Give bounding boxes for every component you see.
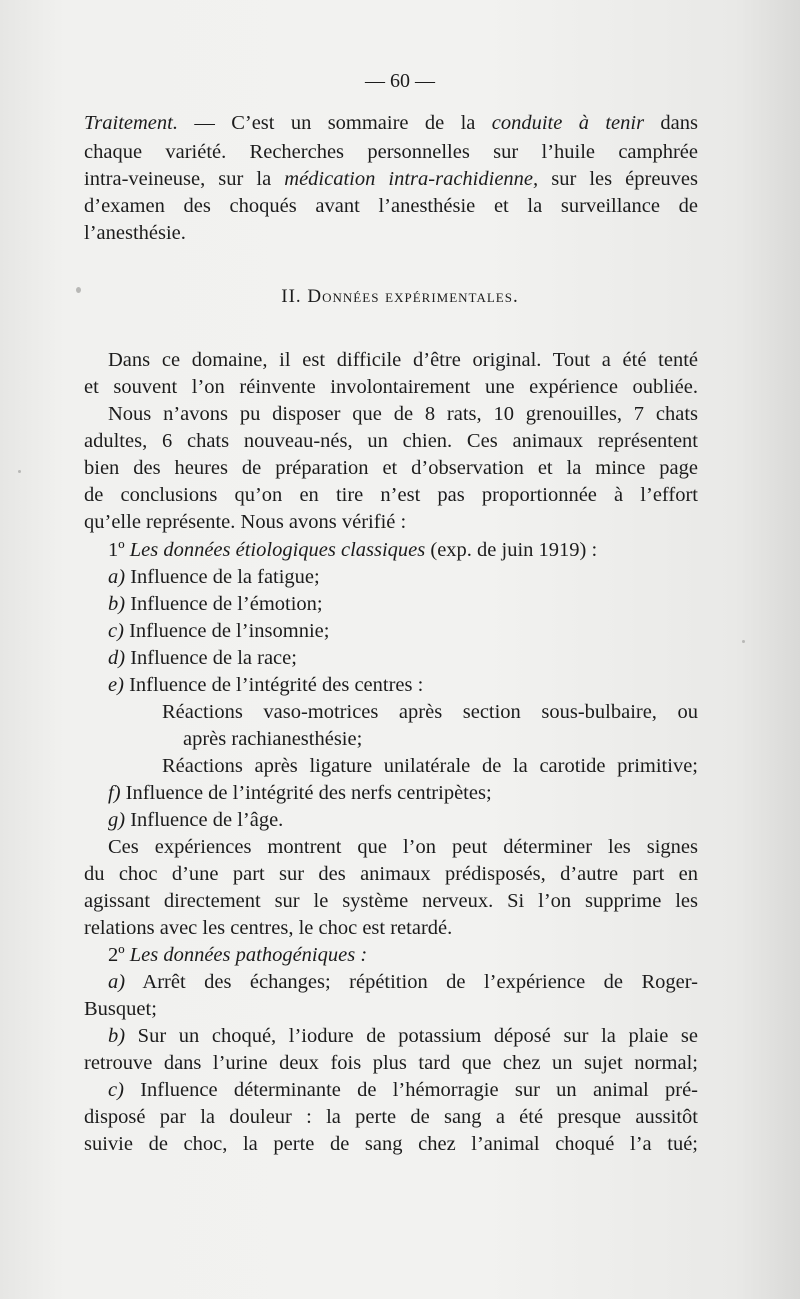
list-item: a) Influence de la fatigue; [108, 566, 320, 588]
list-item: g) Influence de l’âge. [108, 809, 284, 831]
text-line: retrouve dans l’urine deux fois plus tard que chez un sujet normal; [84, 1052, 698, 1074]
text-line: l’anesthésie. [84, 222, 186, 244]
list-item: d) Influence de la race; [108, 647, 297, 669]
text-line: relations avec les centres, le choc est retardé. [84, 917, 453, 939]
list-item: e) Influence de l’intégrité des centres : [108, 674, 424, 696]
text-line: Réactions après ligature unilatérale de la carotide primitive; [162, 755, 698, 777]
text-line: suivie de choc, la perte de sang chez l’animal choqué l’a tué; [84, 1133, 698, 1155]
section-heading: II. Données expérimentales. [281, 286, 519, 307]
text-line: adultes, 6 chats nouveau-nés, un chien. Ces animaux représentent [84, 430, 698, 452]
list-item: c) Influence déterminante de l’hémorragie sur un animal pré- [108, 1079, 698, 1101]
text-line: qu’elle représente. Nous avons vérifié : [84, 511, 407, 533]
list-item: b) Sur un choqué, l’iodure de potassium déposé sur la plaie se [108, 1025, 698, 1047]
text-line: chaque variété. Recherches personnelles sur l’huile camphrée [84, 141, 698, 163]
text-line: Ces expériences montrent que l’on peut déterminer les signes [108, 836, 698, 858]
page-number: — 60 — [365, 70, 435, 92]
list-item: b) Influence de l’émotion; [108, 593, 323, 615]
list-item: f) Influence de l’intégrité des nerfs centripètes; [108, 782, 492, 804]
text-line: de conclusions qu’on en tire n’est pas proportionnée à l’effort [84, 484, 698, 506]
text-line: 1º Les données étiologiques classiques (exp. de juin 1919) : [108, 539, 598, 561]
paper-speck [18, 470, 21, 473]
section-label: Traitement. [84, 112, 178, 134]
text-line: 2º Les données pathogéniques : [108, 944, 368, 966]
paper-speck [742, 640, 745, 643]
list-item: a) Arrêt des échanges; répétition de l’expérience de Roger- [108, 971, 698, 993]
text-line: Busquet; [84, 998, 157, 1020]
text-line: agissant directement sur le système nerveux. Si l’on supprime les [84, 890, 698, 912]
text-line: Traitement. — C’est un sommaire de la conduite à tenir dans [84, 112, 699, 134]
text-line: après rachianesthésie; [183, 728, 363, 750]
text-line: et souvent l’on réinvente involontairement une expérience oubliée. [84, 376, 698, 398]
text-line: intra-veineuse, sur la médication intra-rachidienne, sur les épreuves [84, 168, 699, 190]
text-line: du choc d’une part sur des animaux prédisposés, d’autre part en [84, 863, 698, 885]
text-line: Nous n’avons pu disposer que de 8 rats, 10 grenouilles, 7 chats [108, 403, 698, 425]
text-line: bien des heures de préparation et d’observation et la mince page [84, 457, 698, 479]
text-line: Réactions vaso-motrices après section sous-bulbaire, ou [162, 701, 698, 723]
text-line: disposé par la douleur : la perte de sang a été presque aussitôt [84, 1106, 698, 1128]
list-item: c) Influence de l’insomnie; [108, 620, 330, 642]
text-line: d’examen des choqués avant l’anesthésie et la surveillance de [84, 195, 698, 217]
text-line: Dans ce domaine, il est difficile d’être original. Tout a été tenté [108, 349, 698, 371]
